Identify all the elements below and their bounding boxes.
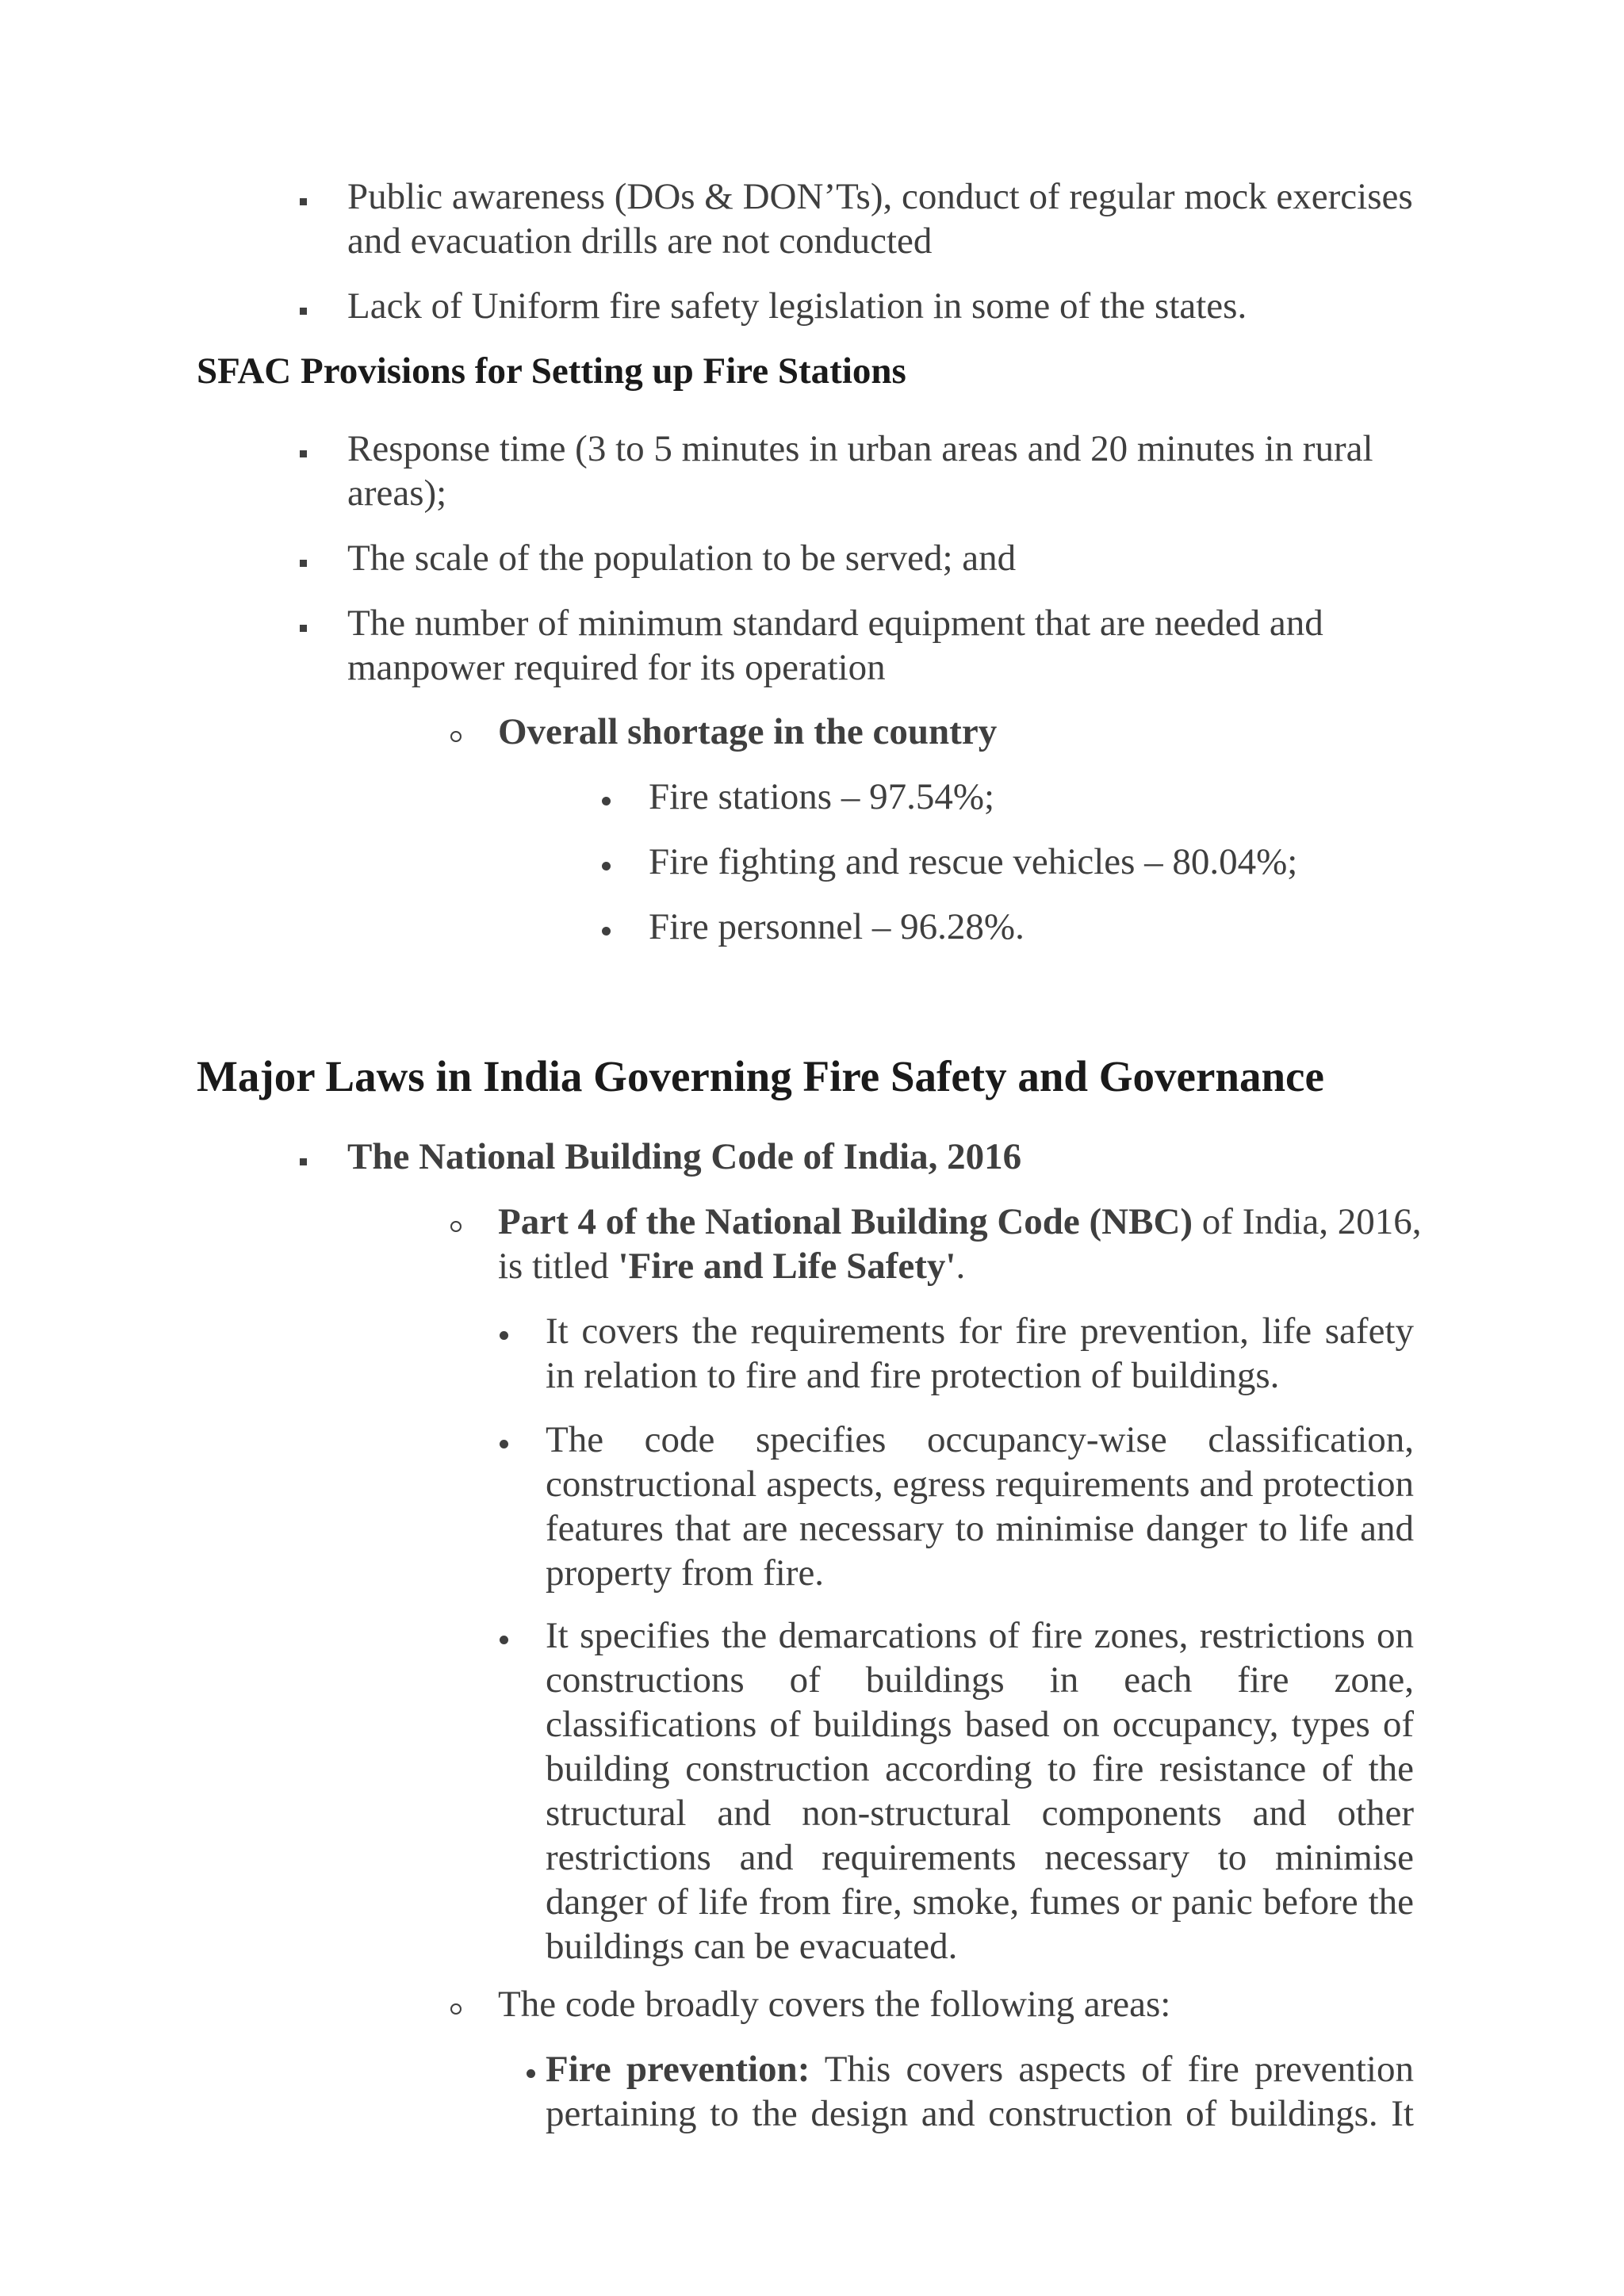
hollow-circle-bullet-icon [450, 1221, 462, 1232]
dot-bullet-icon [500, 1440, 508, 1448]
dot-bullet-icon [602, 862, 611, 871]
dot-bullet-icon [500, 1636, 508, 1644]
shortage-item-text: Fire fighting and rescue vehicles – 80.04%; [649, 841, 1298, 882]
hollow-circle-bullet-icon [450, 2003, 462, 2015]
square-bullet-icon [300, 450, 307, 457]
square-bullet-icon [300, 198, 307, 205]
square-bullet-icon [300, 560, 307, 567]
section-heading-major-laws: Major Laws in India Governing Fire Safety and Governance [197, 1052, 1324, 1100]
nbc-title: The National Building Code of India, 2016 [347, 1136, 1022, 1177]
fire-prevention-desc: This covers aspects of fire prevention pertaining to the design and construction of buildings. It [546, 2049, 1414, 2134]
nbc-point-text: It specifies the demarcations of fire zones, restrictions on constructions of buildings in each fire zone, classifications of buildings based on occupancy, types of building construction according to fire resistance of the structural and non-structural components and other restrictions and requirements necessary to minimise danger of life from fire, smoke, fumes or panic before the buildings can be evacuated. [546, 1615, 1414, 1967]
list-item-text: The number of minimum standard equipment that are needed and manpower required for its operation [347, 603, 1323, 688]
hollow-circle-bullet-icon [450, 731, 462, 742]
dot-bullet-icon [527, 2069, 535, 2078]
nbc-part4-bold: Part 4 of the National Building Code (NBC) [498, 1201, 1193, 1242]
square-bullet-icon [300, 308, 307, 315]
square-bullet-icon [300, 1158, 307, 1165]
shortage-item-text: Fire personnel – 96.28%. [649, 906, 1025, 947]
dot-bullet-icon [500, 1331, 508, 1340]
nbc-part4-plain: of India, 2016, is titled [498, 1201, 1422, 1287]
fire-prevention-label: Fire prevention: [546, 2049, 810, 2090]
section-heading-sfac: SFAC Provisions for Setting up Fire Stations [197, 350, 906, 392]
nbc-point-text: It covers the requirements for fire prevention, life safety in relation to fire and fire protection of buildings. [546, 1311, 1414, 1396]
nbc-part4-end: . [956, 1246, 966, 1287]
dot-bullet-icon [602, 927, 611, 936]
areas-intro: The code broadly covers the following areas: [498, 1984, 1171, 2025]
nbc-point-text: The code specifies occupancy-wise classification, constructional aspects, egress requirements and protection features that are necessary to minimise danger to life and property from fire. [546, 1419, 1414, 1594]
nbc-part4-title: 'Fire and Life Safety' [618, 1246, 956, 1287]
square-bullet-icon [300, 625, 307, 632]
list-item-text: Public awareness (DOs & DON’Ts), conduct of regular mock exercises and evacuation drills are not conducted [347, 176, 1413, 262]
fire-prevention-text [546, 2047, 1414, 2136]
list-item-text: Response time (3 to 5 minutes in urban areas and 20 minutes in rural areas); [347, 428, 1373, 514]
dot-bullet-icon [602, 797, 611, 806]
shortage-item-text: Fire stations – 97.54%; [649, 776, 995, 817]
list-item-text: Lack of Uniform fire safety legislation in some of the states. [347, 285, 1247, 327]
list-item-text: The scale of the population to be served; and [347, 538, 1017, 579]
nbc-part4-text [498, 1200, 1438, 1288]
shortage-label: Overall shortage in the country [498, 711, 998, 752]
